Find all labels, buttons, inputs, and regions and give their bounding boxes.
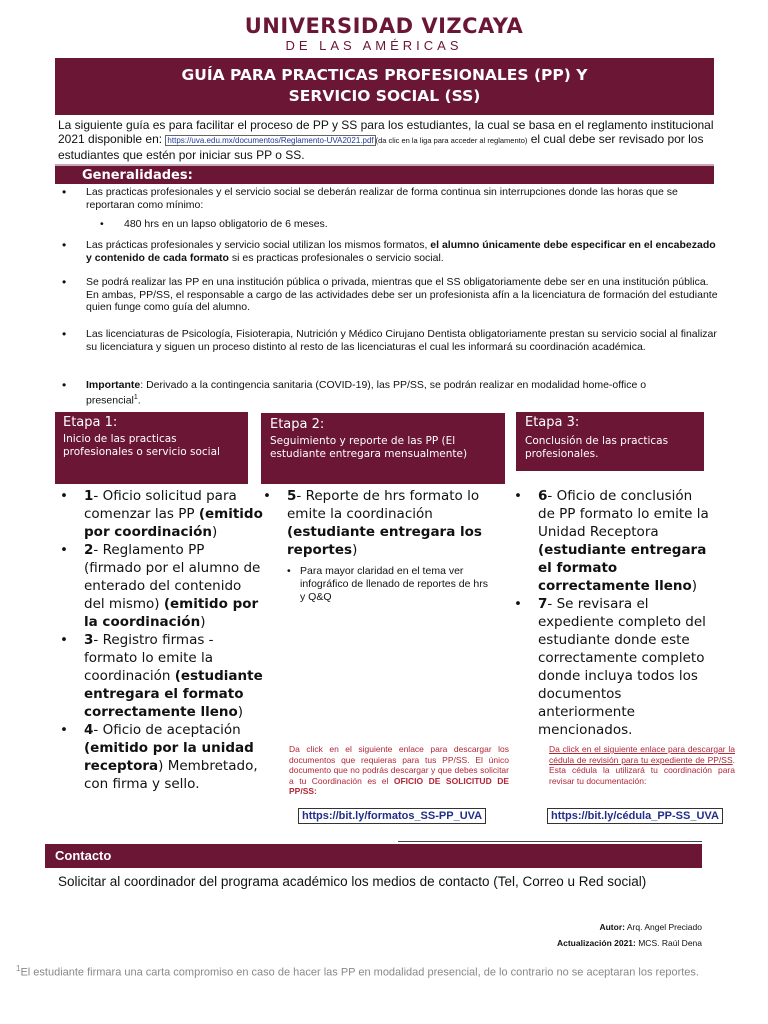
reglamento-link[interactable]: https://uva.edu.mx/documentos/Reglamento-UVA2021.pdf [167,136,374,145]
list-item: • Las practicas profesionales y el servicio social se deberán realizar de forma continua sin interrupciones donde las horas que se reportaran como mínimo: [62,185,678,211]
etapa-3-box: Etapa 3: Conclusión de las practicas profesionales. [516,412,704,471]
cedula-note: Da click en el siguiente enlace para descargar la cédula de revisión para tu expediente de PP/SS. Esta cédula la utilizará tu coordinación para revisar tu documentación: [549,744,735,786]
formatos-note: Da click en el siguiente enlace para descargar los documentos que requieras para tus PP/SS. El único documento que no podrás descargar y que debes solicitar a tu Coordinación es el OFICIO DE SOLICITUD DE PP/SS: [289,744,509,796]
list-item: • Se podrá realizar las PP en una institución pública o privada, mientras que el SS obligatoriamente debe ser en una institución pública. En ambas, PP/SS, el responsable a cargo de las actividades debe ser un profesionista afín a la licenciatura de formación del estudiante quien funge como guía del alumno. [62,275,718,313]
list-item: • 6- Oficio de conclusión de PP formato lo emite la Unidad Receptora (estudiante entregara el formato correctamente lleno) [514,488,709,594]
etapa-3-list [512,487,712,739]
author-credit: Autor: Arq. Angel Preciado [599,922,702,932]
list-item: • 1- Oficio solicitud para comenzar las PP (emitido por coordinación) [60,488,263,540]
brand-subtitle: DE LAS AMÉRICAS [285,38,463,53]
list-item: • 5- Reporte de hrs formato lo emite la coordinación (estudiante entregara los reportes) [263,488,482,558]
generalidades-heading: Generalidades: [55,164,714,184]
list-item: • Importante: Derivado a la contingencia sanitaria (COVID-19), las PP/SS, se podrán realizar en modalidad home-office o presencial$^1$. [62,378,647,406]
contacto-text: Solicitar al coordinador del programa académico los medios de contacto (Tel, Correo u Red social) [58,874,647,889]
etapa-2-box: Etapa 2: Seguimiento y reporte de las PP (El estudiante entregara mensualmente) [261,413,505,484]
list-item: • 7- Se revisara el expediente completo del estudiante donde este correctamente completo donde incluya todos los documentos anteriormente mencionados. [514,596,706,738]
list-item: • Las licenciaturas de Psicología, Fisioterapia, Nutrición y Médico Cirujano Dentista obligatoriamente prestan su servicio social al finalizar su licenciatura y siguen un proceso distinto al resto de las licenciaturas el cual les informará su coordinación académica. [62,327,717,353]
formatos-link[interactable]: https://bit.ly/formatos_SS-PP_UVA [298,808,486,824]
reglamento-link-note: (da clic en la liga para acceder al reglamento) [375,136,528,145]
list-item: • Las prácticas profesionales y servicio social utilizan los mismos formatos, el alumno únicamente debe especificar en el encabezado y contenido de cada formato si es practicas profesionales o servicio social. [62,238,716,264]
etapa-2-list [261,487,493,604]
page-title: GUÍA PARA PRACTICAS PROFESIONALES (PP) Y SERVICIO SOCIAL (SS) [55,58,714,115]
university-logo [0,14,768,53]
divider [398,841,702,842]
footnote: $^1$El estudiante firmara una carta compromiso en caso de hacer las PP en modalidad presencial, de lo contrario no se aceptaran los reportes. [16,964,699,979]
brand-name: UNIVERSIDAD VIZCAYA [244,14,524,38]
list-item-sub: • Para mayor claridad en el tema ver infográfico de llenado de reportes de hrs y Q&Q [287,565,488,603]
etapa-1-list [58,487,264,793]
cedula-link[interactable]: https://bit.ly/cédula_PP-SS_UVA [547,808,723,824]
etapa-1-box: Etapa 1: Inicio de las practicas profesionales o servicio social [55,412,248,484]
list-item: • 4- Oficio de aceptación (emitido por la unidad receptora) Membretado, con firma y sello. [60,722,258,792]
list-item: • 3- Registro firmas - formato lo emite la coordinación (estudiante entregara el formato correctamente lleno) [60,632,263,720]
list-item-sub: • 480 hrs en un lapso obligatorio de 6 meses. [100,218,328,230]
list-item: • 2- Reglamento PP (firmado por el alumno de enterado del contenido del mismo) (emitido por la coordinación) [60,542,261,630]
contacto-heading: Contacto [45,844,702,868]
intro-paragraph: La siguiente guía es para facilitar el proceso de PP y SS para los estudiantes, la cual se basa en el reglamento institucional 2021 disponible en: https://uva.edu.mx/documentos/Reglamento-UVA2021.pdf (da clic en la liga para acceder al reglamento) el cual debe ser revisado por los estudiantes que estén por iniciar sus PP o SS. [58,118,714,162]
update-credit: Actualización 2021: MCS. Raúl Dena [556,938,702,948]
